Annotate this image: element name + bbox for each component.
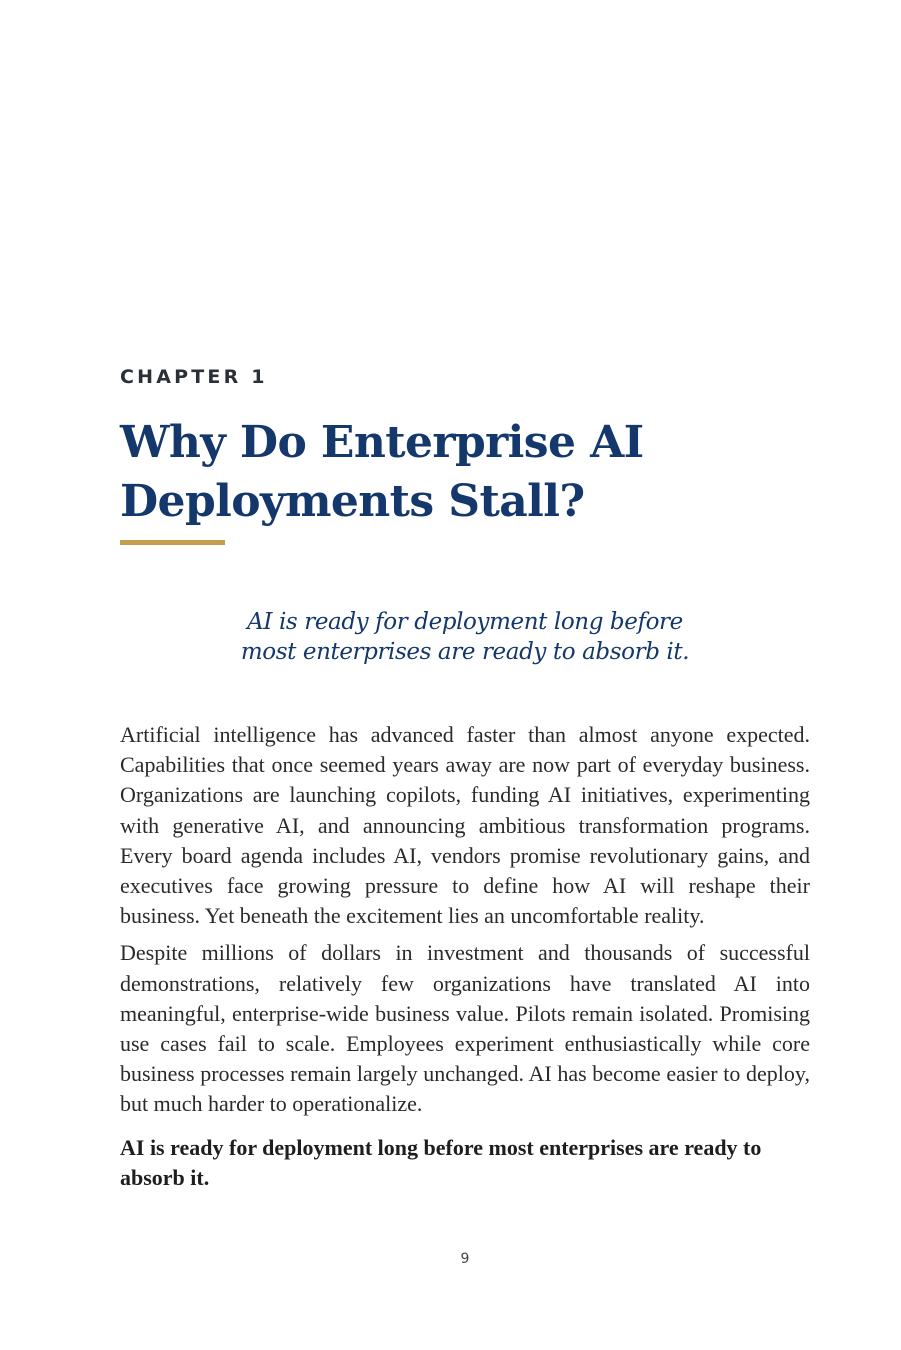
title-underline-rule xyxy=(120,540,225,545)
page-number: 9 xyxy=(460,1251,470,1267)
pull-quote-line-2: most enterprises are ready to absorb it. xyxy=(240,639,690,665)
chapter-title: Why Do Enterprise AI Deployments Stall? xyxy=(120,417,644,527)
pull-quote xyxy=(120,607,810,667)
body-paragraph-2: Despite millions of dollars in investment and thousands of successful demonstrations, relatively few organizations have translated AI into meaningful, enterprise-wide business value. Pilots remain isolated. Promising use cases fail to scale. Employees experiment enthusiastically while core business processes remain largely unchanged. AI has become easier to deploy, but much harder to operationalize. xyxy=(120,940,810,1117)
body-paragraph-1: Artificial intelligence has advanced faster than almost anyone expected. Capabilities that once seemed years away are now part of everyday business. Organizations are launching copilots, funding AI initiatives, experimenting with generative AI, and announcing ambitious transformation programs. Every board agenda includes AI, vendors promise revolutionary gains, and executives face growing pressure to define how AI will reshape their business. Yet beneath the excitement lies an uncomfortable reality. xyxy=(120,722,810,929)
chapter-label: CHAPTER 1 xyxy=(120,366,268,388)
pull-quote-line-1: AI is ready for deployment long before xyxy=(247,609,683,635)
emphasis-statement: AI is ready for deployment long before most enterprises are ready to absorb it. xyxy=(120,1134,762,1190)
body-text xyxy=(120,720,810,1200)
